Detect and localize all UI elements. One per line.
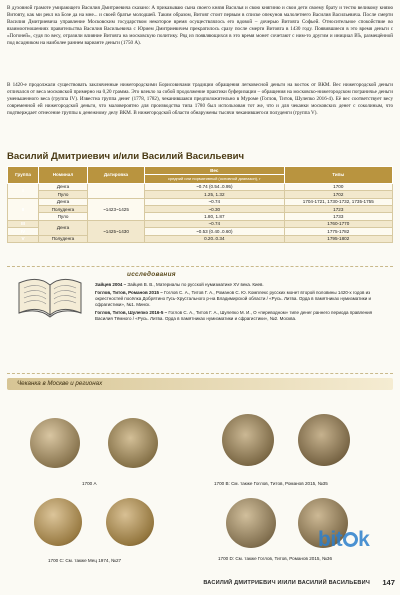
section-heading: Василий Дмитриевич и/или Василий Васильевич [7,151,245,162]
list-item [95,290,385,308]
coins-section-band [7,378,393,390]
col-weight-header: Вес [145,167,285,175]
cell-nominal: Пуло [39,213,88,220]
cell-weight: 1.80, 1.87 [145,213,285,220]
cell-weight: ~0.74 (0.54..0.95) [145,183,285,190]
source-author: Зайцев 2004 – [95,282,127,287]
cell-nominal: Денга [39,183,88,190]
cell-dating: ~1423~1425 [88,198,145,220]
bitok-watermark-logo [318,528,369,552]
table-row [8,235,393,242]
col-nominal-header: Номинал [39,167,88,184]
cell-group: III [8,220,39,227]
running-title: ВАСИЛИЙ ДМИТРИЕВИЧ И/ИЛИ ВАСИЛИЙ ВАСИЛЬЕВИЧ [203,580,370,586]
cell-group: I [8,183,39,198]
cell-group: V [8,235,39,242]
table-row [8,213,393,220]
col-weight-subheader: средний или нормативный (основной диапазон), г [145,175,285,183]
weights-table [7,166,393,243]
col-group-header: Группа [8,167,39,184]
coin-caption-1700c: 1700 С: См. также Мец 1974, №27 [48,558,122,563]
coin-1700b-reverse-image [298,414,350,466]
table-row [8,206,393,213]
coin-1700d-obverse-image [226,498,276,548]
watermark-text-end: k [358,528,370,551]
cell-types: 1775-1782 [284,228,392,235]
cell-group: II [8,198,39,220]
table-row [8,191,393,198]
cell-dating: ~1425~1430 [88,220,145,242]
cell-weight: ~0.74 [145,198,285,205]
cell-types: 1795-1802 [284,235,392,242]
coin-caption-1700b: 1700 В: См. также Гоглов, Титов, Романов 2015, №35 [214,481,328,486]
source-text: Гоглов С. А., Титов Г. А., Шулепко М. И., О «переводном» типе денег раннего периода правления Василия Тёмного / «Русь. Литва. Орда в памятниках нумизматики и сфрагистики», №2. Москва. [95,310,373,322]
cell-types: 1760-1770 [284,220,392,227]
coin-1700c-reverse-image [106,498,154,546]
cell-nominal: Денга [39,220,88,235]
cell-nominal: Полуденга [39,235,88,242]
cell-weight: ~0.53 (0.40..0.60) [145,228,285,235]
col-dating-header: Датировка [88,167,145,184]
cell-weight: ~0.30 [145,206,285,213]
cell-types: 1733 [284,213,392,220]
cell-dating [88,183,145,198]
source-author: Гоглов, Титов, Шулепко 2016-5 – [95,310,168,316]
cell-types: 1723 [284,206,392,213]
source-text: Зайцев В. В., Материалы по русской нумизматике XV века. Киев. [126,282,264,287]
table-row [8,198,393,205]
sources-title: исследования [127,271,176,278]
cell-types: 1704-1721, 1730-1732, 1735-1755 [284,198,392,205]
cell-nominal: Пуло [39,191,88,198]
cell-types: 1702 [284,191,392,198]
coin-1700b-obverse-image [222,414,274,466]
col-types-header: Типы [284,167,392,184]
watermark-ring [343,532,358,547]
cell-weight: ~0.74 [145,220,285,227]
intro-paragraph-1: В духовной грамоте умирающего Василия Дмитриевича сказано: А приказываю сына своего князя Василья и свою княгиню и свои дети своему брату и тестю великому князю Витовту, как ми рекл на Бозе да на мне... и своей братье молодшей. Таким образом, Витовт стоит первым в списке опекунов малолетнего Василия Васильевича. После смерти Василия Дмитриевича управление Московским государством некоторое время осуществлялось его вдовой – дочерью Витовта Софьей. Относительное спокойствие во взаимоотношениях правительства Василия Васильевича с Юрием Дмитриевичем прекратилось сразу после смерти Витовта в 1430 году. Появившиеся в это время деньги с «Погоней», судя по весу, отразили влияние Витовта на московскую политику. Ряд из появляющихся в это время монет сочетают с ним-то другим и инициал ВЪ, размещённой под всадником на наиболее раннем варианте деньги (1750 А). [7,5,393,46]
list-item [95,310,385,322]
coin-caption-1700a: 1700 А [82,481,97,486]
table-header-row [8,167,393,175]
open-book-icon [15,273,85,319]
cell-types: 1700 [284,183,392,190]
cell-group: IV [8,228,39,235]
page-number: 147 [382,578,395,587]
coin-1700c-obverse-image [34,498,82,546]
cell-weight: 1.25, 1.32 [145,191,285,198]
cell-nominal: Полуденга [39,206,88,213]
table-row [8,220,393,227]
coins-section-title: Чеканка в Москве и регионах [17,380,103,387]
source-text: Гоглов С. А., Титов Г. А., Романов С. Ю. Комплекс русских монет второй половины 1420-х годов из окрестностей посёлка Добрятино Гусь-Хрустального р-на Владимирской области / «Русь. Литва. Орда в памятниках нумизматики и сфрагистики», №1. Минск. [95,290,372,308]
cell-weight: 0.20..0.34 [145,235,285,242]
sources-list [95,282,385,325]
source-author: Гоглов, Титов, Романов 2015 – [95,290,163,296]
watermark-text-start: bit [318,528,343,551]
cell-nominal: Денга [39,198,88,205]
intro-paragraph-2: В 1420-е продолжали существовать заключенные нижегородскими Борисовичами традиции обращения легковесной деньги на восток от ВКМ. Вес нижегородской деньги отличался от веса московской примерно на 0,20 грамма. Это влекло за собой продолжение практики буферизации – обращения на московско-нижегородском пограничье деньги уменьшенного веса (группа IV). Известна группа денег (1778, 1782), чеканившаяся предположительно в Муроме (Гоглов, Титов, Шулепко 2016-4). Её вес соответствует весу современной ей нижегородской деньги, что маловероятно для производства типа 1780 был использован тот же, что и для чеканки московских денег с соколиным, что подтверждает отнесение группы к денежному делу ВКМ. В нижегородской области обнаружены тысячи чеканившегося полуденги (группа V). [7,82,393,116]
list-item [95,282,385,288]
table-row [8,183,393,190]
research-sources-box [7,266,393,374]
coin-caption-1700d: 1700 D: См. также Гоглов, Титов, Романов 2015, №36 [218,556,333,561]
coin-1700a-reverse-image [108,418,158,468]
coin-1700a-obverse-image [30,418,80,468]
